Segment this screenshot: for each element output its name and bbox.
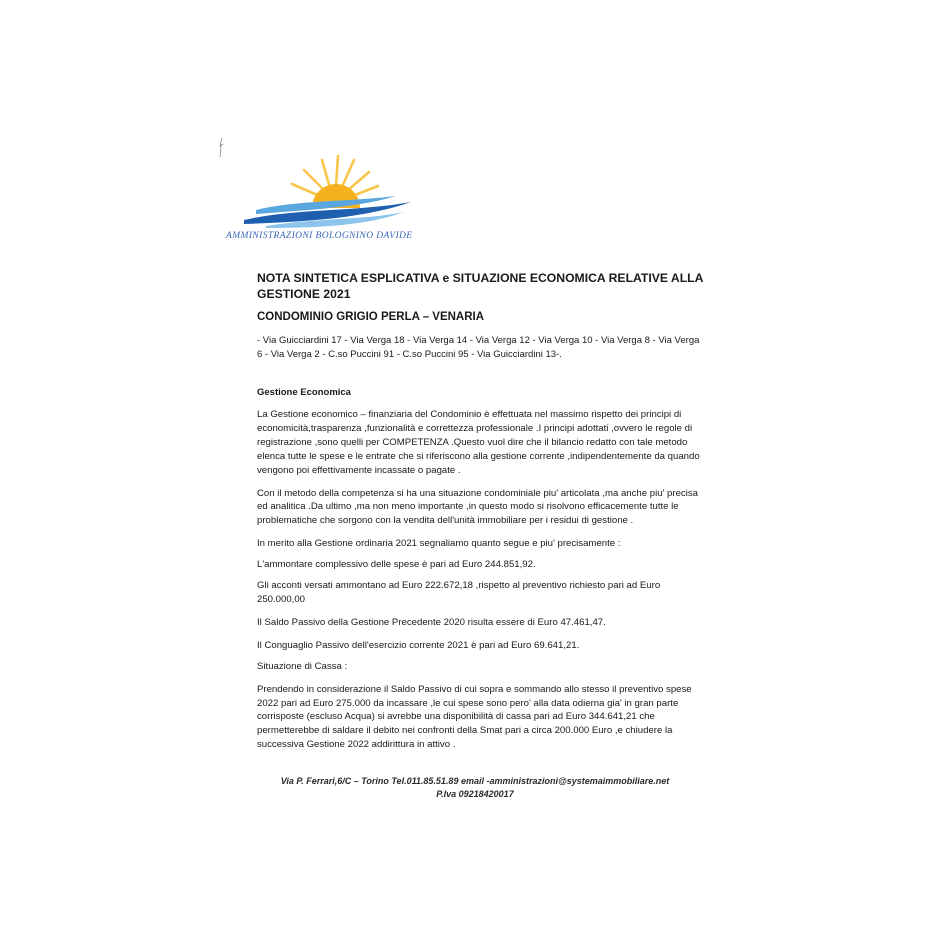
paragraph-intro: In merito alla Gestione ordinaria 2021 segnaliamo quanto segue e piu' precisamente :	[257, 538, 621, 550]
sun-waves-logo-icon	[226, 152, 431, 230]
footer-contacts: Via P. Ferrari,6/C – Torino Tel.011.85.51.89 email -amministrazioni@systemaimmobiliare.net	[280, 776, 670, 786]
footer-vat: P.Iva 09218420017	[436, 788, 514, 799]
paragraph-total-expenses: L'ammontare complessivo delle spese è pari ad Euro 244.851,92.	[257, 559, 536, 571]
paragraph-deposits: Gli acconti versati ammontano ad Euro 222.672,18 ,rispetto al preventivo richiesto pari ad Euro 250.000,00	[257, 580, 661, 605]
document-title: NOTA SINTETICA ESPLICATIVA e SITUAZIONE ECONOMICA RELATIVE ALLA GESTIONE 2021	[257, 271, 703, 301]
paragraph-principles: La Gestione economico – finanziaria del Condominio è effettuata nel massimo rispetto dei principi di economicità,trasparenza ,funzionalità e correttezza professionale .I principi adottati ,ovvero le regole di registrazione ,sono quelli per COMPETENZA .Questo vuol dire che il bilancio redatto con tale metodo elenca tutte le spese e le entrate che si riferiscono alla gestione corrente ,indipendentemente da quando vengono poi effettivamente incassate o pagate .	[257, 409, 700, 476]
scan-mark	[217, 137, 225, 159]
paragraph-previous-balance: Il Saldo Passivo della Gestione Precedente 2020 risulta essere di Euro 47.461,47.	[257, 616, 606, 628]
paragraph-competence: Con il metodo della competenza si ha una situazione condominiale piu' articolata ,ma anche piu' precisa ed analitica .Da ultimo ,ma non meno importante ,in questo modo si risolvono efficacemente tutte le problematiche che sorgono con la vendita dell'unità immobiliare per i residui di gestione .	[257, 487, 698, 527]
document-body	[257, 270, 705, 752]
paragraph-current-balance: Il Conguaglio Passivo dell'esercizio corrente 2021 è pari ad Euro 69.641,21.	[257, 639, 580, 651]
address-list: - Via Guicciardini 17 - Via Verga 18 - Via Verga 14 - Via Verga 12 - Via Verga 10 - Via Verga 8 - Via Verga 6 - Via Verga 2 - C.so Puccini 91 - C.so Puccini 95 - Via Guicciardini 13-.	[257, 335, 700, 360]
paragraph-cash-heading: Situazione di Cassa :	[257, 660, 348, 672]
document-footer	[240, 775, 710, 800]
paragraph-cash-situation: Prendendo in considerazione il Saldo Passivo di cui sopra e sommando allo stesso il preventivo spese 2022 pari ad Euro 275.000 da incassare ,le cui spese sono pero' alla data odierna gia' in gran parte corrisposte (escluso Acqua) si avrebbe una disponibilità di cassa pari ad Euro 344.641,21 che permetterebbe di saldare il debito nei confronti della Smat pari a circa 200.000 Euro ,e chiudere la successiva Gestione 2022 addirittura in attivo .	[257, 683, 692, 751]
section-title: Gestione Economica	[257, 387, 351, 398]
company-logo	[226, 152, 431, 248]
document-subtitle: CONDOMINIO GRIGIO PERLA – VENARIA	[257, 311, 485, 323]
logo-caption: AMMINISTRAZIONI BOLOGNINO DAVIDE	[226, 231, 413, 241]
